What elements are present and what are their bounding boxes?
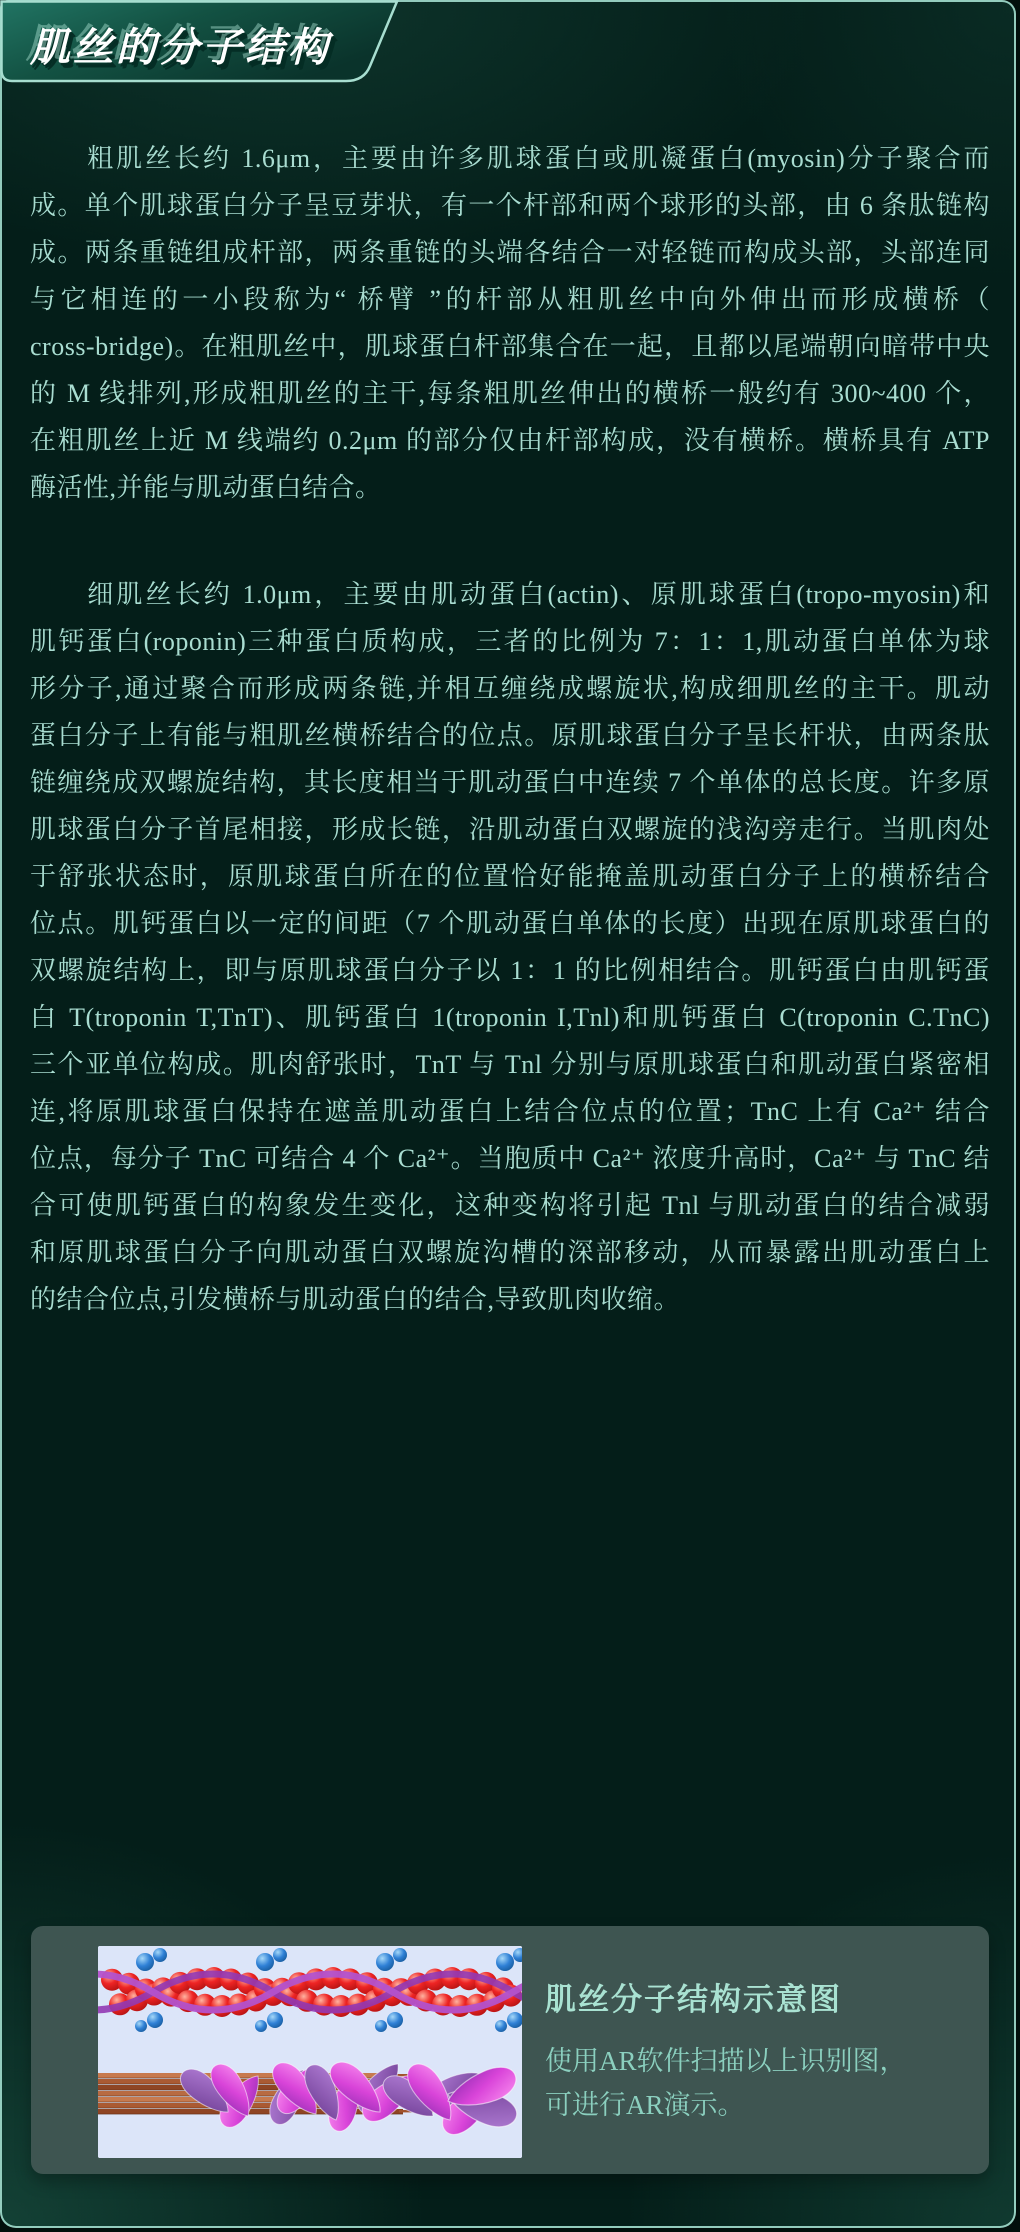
- page-title: 肌丝的分子结构: [30, 26, 331, 70]
- text-line: 肌球蛋白分子首尾相接，形成长链，沿肌动蛋白双螺旋的浅沟旁走行。当肌肉处: [30, 815, 990, 844]
- text-line: 的结合位点,引发横桥与肌动蛋白的结合,导致肌肉收缩。: [30, 1285, 681, 1314]
- text-line: 细肌丝长约 1.0μm，主要由肌动蛋白(actin)、原肌球蛋白(tropo-myosin)和: [87, 580, 990, 609]
- paragraph-thick-filament: [30, 135, 990, 511]
- text-line: 酶活性,并能与肌动蛋白结合。: [30, 473, 382, 502]
- text-line: 于舒张状态时，原肌球蛋白所在的位置恰好能掩盖肌动蛋白分子上的横桥结合: [30, 862, 990, 891]
- text-line: 合可使肌钙蛋白的构象发生变化，这种变构将引起 Tnl 与肌动蛋白的结合减弱: [30, 1191, 990, 1220]
- text-line: 位点，每分子 TnC 可结合 4 个 Ca²⁺。当胞质中 Ca²⁺ 浓度升高时，Ca²⁺ 与 TnC 结: [30, 1144, 990, 1173]
- filament-illustration: [98, 1946, 522, 2158]
- filament-illustration-svg: [98, 1946, 522, 2158]
- paragraph-thin-filament: [30, 571, 990, 1323]
- text-line: 和原肌球蛋白分子向肌动蛋白双螺旋沟槽的深部移动，从而暴露出肌动蛋白上: [30, 1238, 990, 1267]
- ar-card: [31, 1926, 989, 2174]
- text-line: 粗肌丝长约 1.6μm，主要由许多肌球蛋白或肌凝蛋白(myosin)分子聚合而: [87, 144, 990, 173]
- text-line: 双螺旋结构上，即与原肌球蛋白分子以 1：1 的比例相结合。肌钙蛋白由肌钙蛋: [30, 956, 990, 985]
- text-line: 成。单个肌球蛋白分子呈豆芽状，有一个杆部和两个球形的头部，由 6 条肽链构: [30, 191, 990, 220]
- ar-card-description-line1: 使用AR软件扫描以上识别图，: [545, 2046, 907, 2076]
- ar-card-description-line2: 可进行AR演示。: [545, 2090, 745, 2120]
- text-line: 位点。肌钙蛋白以一定的间距（7 个肌动蛋白单体的长度）出现在原肌球蛋白的: [30, 909, 990, 938]
- text-line: 与它相连的一小段称为“ 桥臂 ”的杆部从粗肌丝中向外伸出而形成横桥（: [30, 285, 990, 314]
- text-line: 连,将原肌球蛋白保持在遮盖肌动蛋白上结合位点的位置；TnC 上有 Ca²⁺ 结合: [30, 1097, 990, 1126]
- text-line: 链缠绕成双螺旋结构，其长度相当于肌动蛋白中连续 7 个单体的总长度。许多原: [30, 768, 990, 797]
- ar-card-title: 肌丝分子结构示意图: [545, 1982, 842, 2017]
- text-line: 成。两条重链组成杆部，两条重链的头端各结合一对轻链而构成头部，头部连同: [30, 238, 990, 267]
- text-line: cross-bridge)。在粗肌丝中，肌球蛋白杆部集合在一起，且都以尾端朝向暗带中央: [30, 332, 990, 361]
- text-line: 的 M 线排列,形成粗肌丝的主干,每条粗肌丝伸出的横桥一般约有 300~400 个，: [30, 379, 990, 408]
- text-line: 在粗肌丝上近 M 线端约 0.2μm 的部分仅由杆部构成，没有横桥。横桥具有 ATP: [30, 426, 990, 455]
- text-line: 白 T(troponin T,TnT)、肌钙蛋白 1(troponin I,Tnl)和肌钙蛋白 C(troponin C.TnC): [30, 1003, 990, 1032]
- text-line: 蛋白分子上有能与粗肌丝横桥结合的位点。原肌球蛋白分子呈长杆状，由两条肽: [30, 721, 990, 750]
- text-line: 肌钙蛋白(roponin)三种蛋白质构成，三者的比例为 7：1：1,肌动蛋白单体为球: [30, 627, 990, 656]
- text-line: 形分子,通过聚合而形成两条链,并相互缠绕成螺旋状,构成细肌丝的主干。肌动: [30, 674, 990, 703]
- text-line: 三个亚单位构成。肌肉舒张时，TnT 与 Tnl 分别与原肌球蛋白和肌动蛋白紧密相: [30, 1050, 990, 1079]
